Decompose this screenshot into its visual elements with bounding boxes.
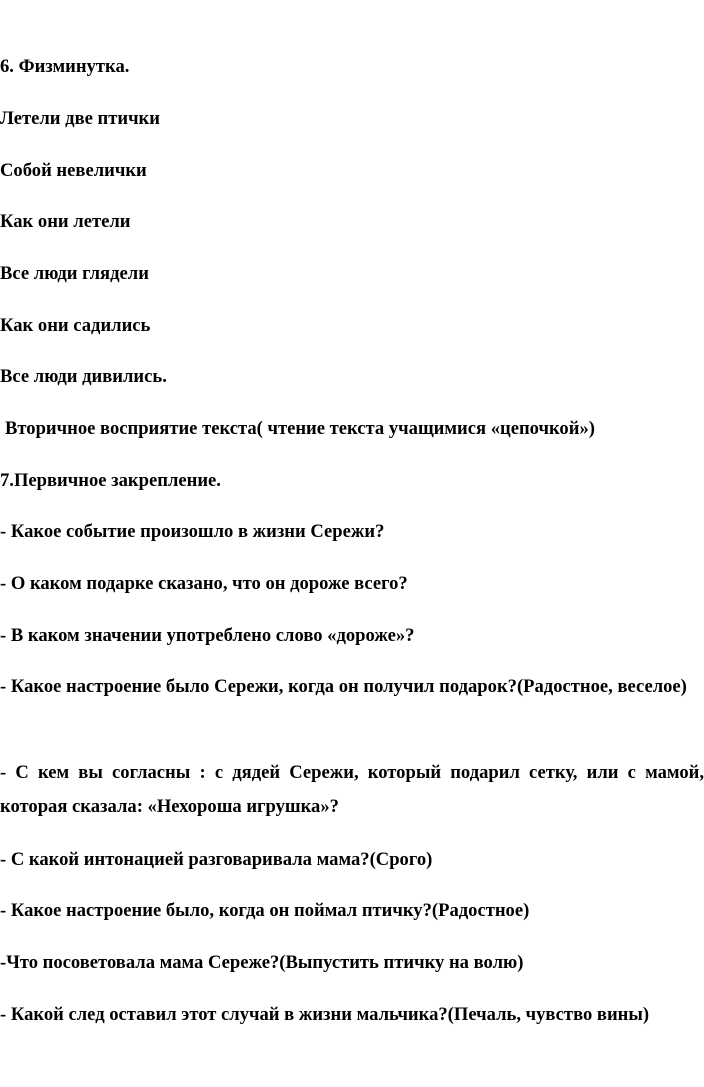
question-item: - С кем вы согласны : с дядей Сережи, который подарил сетку, или с мамой, которая сказала: «Нехороша игрушка»? bbox=[0, 762, 704, 817]
section-heading-primary-consolidation: 7.Первичное закрепление. bbox=[0, 470, 221, 491]
section-heading-fizminutka: 6. Физминутка. bbox=[0, 56, 130, 77]
poem-line: Как они садились bbox=[0, 315, 151, 336]
question-item: - Какое настроение было, когда он поймал птичку?(Радостное) bbox=[0, 900, 530, 921]
question-item: -Что посоветовала мама Сереже?(Выпустить птичку на волю) bbox=[0, 952, 524, 973]
question-item: - В каком значении употреблено слово «дороже»? bbox=[0, 625, 415, 646]
poem-line: Все люди дивились. bbox=[0, 366, 167, 387]
question-item: - Какой след оставил этот случай в жизни мальчика?(Печаль, чувство вины) bbox=[0, 1004, 650, 1025]
poem-line: Летели две птички bbox=[0, 108, 160, 129]
question-item: - Какое событие произошло в жизни Сережи? bbox=[0, 521, 385, 542]
secondary-reading-text: Вторичное восприятие текста( чтение текста учащимися «цепочкой») bbox=[5, 418, 595, 439]
poem-line: Собой невелички bbox=[0, 160, 147, 181]
poem-line: Как они летели bbox=[0, 211, 131, 232]
question-item: - С какой интонацией разговаривала мама?(Срого) bbox=[0, 849, 433, 870]
question-item: - Какое настроение было Сережи, когда он получил подарок?(Радостное, веселое) bbox=[0, 676, 687, 697]
question-item: - О каком подарке сказано, что он дороже всего? bbox=[0, 573, 408, 594]
poem-line: Все люди глядели bbox=[0, 263, 149, 284]
